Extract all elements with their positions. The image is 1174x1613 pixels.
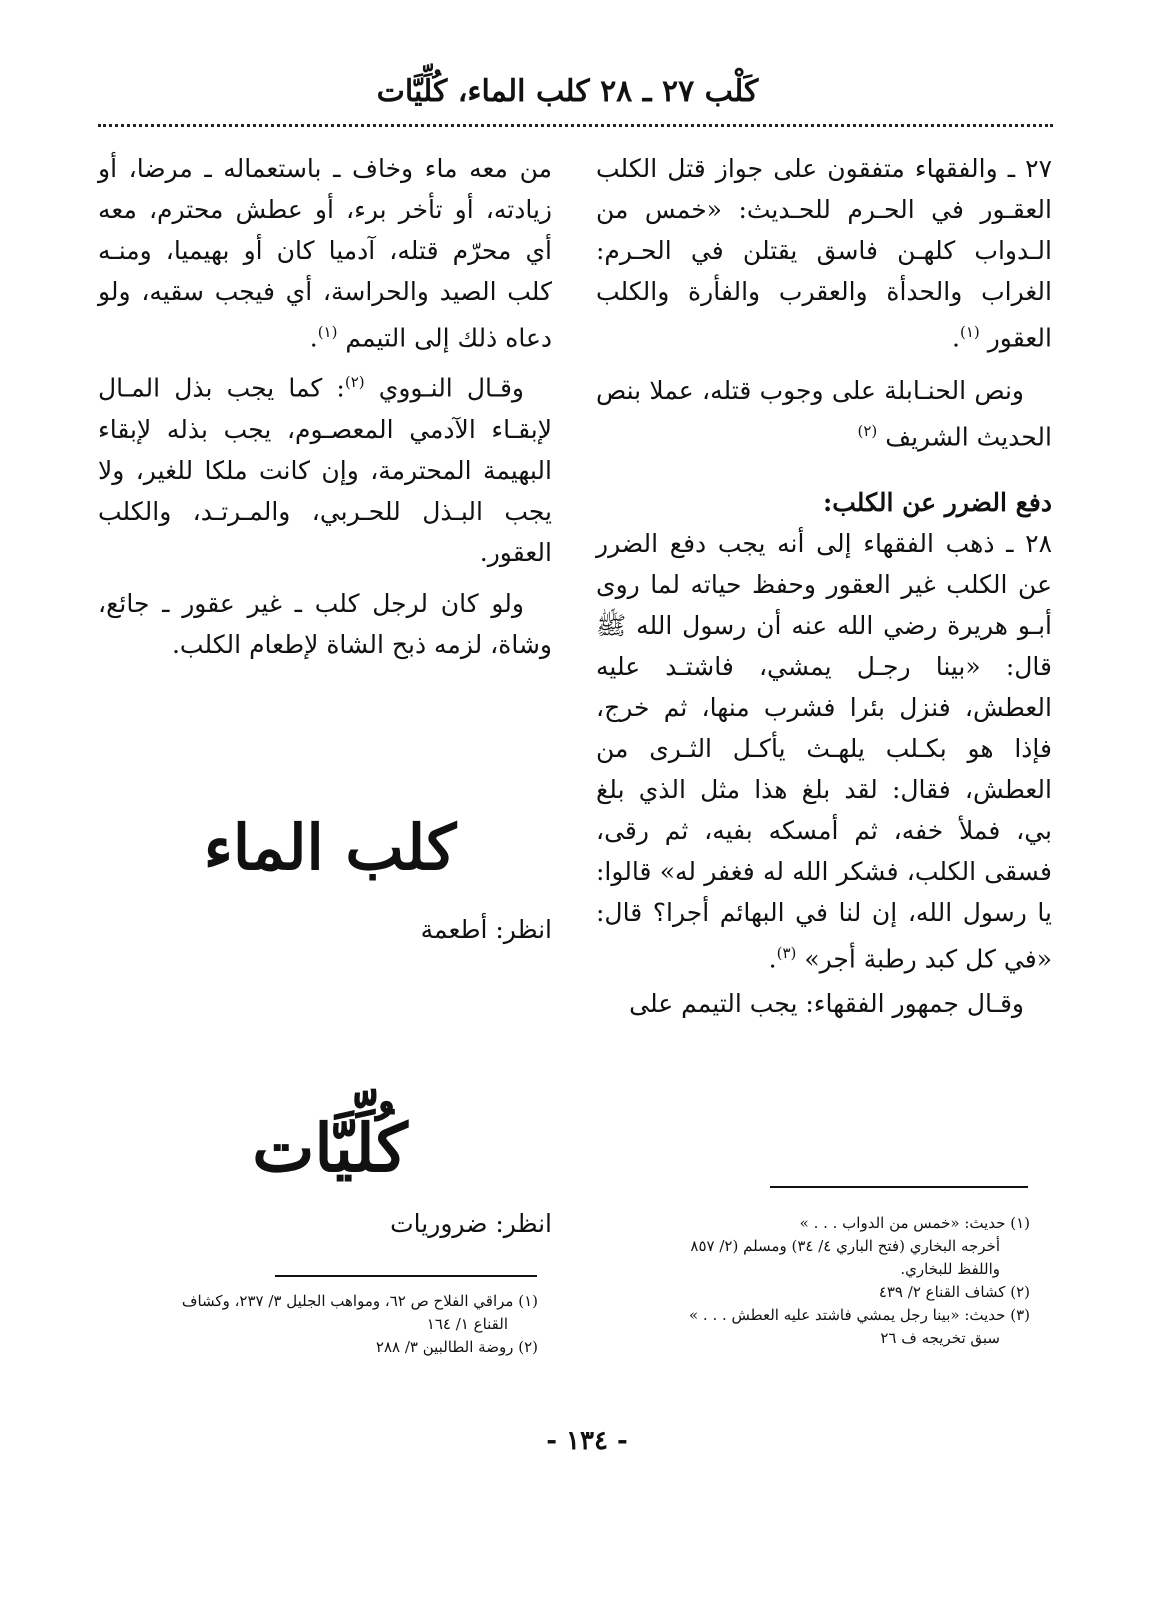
paragraph-text: ٢٨ ـ ذهب الفقهاء إلى أنه يجب دفع الضرر عن الكلب غير العقور وحفظ حياته لما روى أبـو هريرة رضي الله عنه أن رسول الله ﷺ قال: «بينا رجـل يمشي، فاشتـد عليه العطش، فنزل بئرا فشرب منها، ثم خرج، فإذا هو بكـلب يلهـث يأكـل الثـرى من العطش، فقال: لقد بلغ هذا مثل الذي بلغ بي، فملأ خفه، ثم أمسكه بفيه، ثم رقى، فسقى الكلب، فشكر الله له فغفر له» قالوا: يا رسول الله، إن لنا في البهائم أجرا؟ قال: «في كل كبد رطبة أجر»: [596, 528, 1052, 973]
footnote-text: حديث: «خمس من الدواب . . . »: [799, 1214, 1006, 1232]
footnote-text: روضة الطالبين ٣/ ٢٨٨: [375, 1338, 514, 1356]
running-header: كَلْب ٢٧ ـ ٢٨ كلب الماء، كُلِّيَّات: [376, 74, 759, 109]
paragraph-text: ٢٧ ـ والفقهاء متفقون على جواز قتل الكلب العقـور في الحـرم للحـديث: «خمس من الـدواب كلهـن فاسق يقتلن في الحـرم: الغراب والحدأة والعقرب والفأرة والكلب العقور: [596, 154, 1052, 353]
footnote-item: [98, 1336, 538, 1359]
footnote-item: [596, 1304, 1030, 1327]
paragraph-tayammum: [98, 148, 552, 358]
paragraph-28: [596, 523, 1052, 979]
footnote-number: (١): [518, 1292, 538, 1310]
paragraph-jumhur: وقـال جمهور الفقهاء: يجب التيمم على: [629, 988, 1024, 1018]
footnote-number: (١): [1010, 1214, 1030, 1232]
footnote-item: [596, 1281, 1030, 1304]
paragraph-text: : كما يجب بذل المـال لإبقـاء الآدمي المعصـوم، يجب بذله لإبقاء البهيمة المحترمة، وإن كانت ملكا للغير، ولا يجب البـذل للحـربي، والمـرتـد، والكلب العقور.: [98, 373, 552, 567]
paragraph-27: [596, 148, 1052, 358]
footnote-ref: (١): [960, 323, 980, 341]
period: .: [768, 943, 777, 973]
period: .: [309, 323, 318, 353]
left-column: [98, 148, 552, 665]
footnote-text: حديث: «بينا رجل يمشي فاشتد عليه العطش . . . »: [688, 1306, 1006, 1324]
right-footnotes: [596, 1212, 1030, 1350]
footnote-ref: (٢): [857, 422, 878, 441]
footnote-ref: (٣): [776, 943, 797, 962]
footnote-number: (٣): [1010, 1306, 1030, 1324]
section-heading: دفع الضرر عن الكلب:: [823, 487, 1052, 517]
entry-title-kalb-al-maa: كلب الماء: [203, 811, 457, 884]
footnote-ref: (٢): [344, 373, 365, 392]
footnote-rule: [275, 1275, 537, 1277]
paragraph-text: وقـال النـووي: [378, 373, 524, 403]
footnote-text: كشاف القناع ٢/ ٤٣٩: [878, 1283, 1006, 1301]
footnote-number: (٢): [518, 1338, 538, 1356]
left-footnotes: [98, 1290, 538, 1359]
footnote-ref: (١): [317, 323, 338, 341]
paragraph-hanabila: [596, 370, 1052, 457]
period: .: [952, 323, 960, 353]
paragraph-text: ونص الحنـابلة على وجوب قتله، عملا بنص الحديث الشريف: [596, 376, 1052, 452]
footnote-rule: [770, 1186, 1028, 1188]
paragraph-shah: ولو كان لرجل كلب ـ غير عقور ـ جائع، وشاة، لزمه ذبح الشاة لإطعام الكلب.: [98, 588, 552, 659]
paragraph-text: من معه ماء وخاف ـ باستعماله ـ مرضا، أو زيادته، أو تأخر برء، أو عطش محترم، معه أي محرّم قتله، آدميا كان أو بهيميا، ومنـه كلب الصيد والحراسة، أي فيجب سقيه، ولو دعاه ذلك إلى التيمم: [98, 154, 552, 353]
see-reference: انظر: ضروريات: [390, 1209, 552, 1238]
footnote-number: (٢): [1010, 1283, 1030, 1301]
entry-title-kulliyyat: كُلِّيَّات: [252, 1109, 408, 1187]
paragraph-nawawi: [98, 362, 552, 572]
see-reference: انظر: أطعمة: [420, 915, 552, 944]
footnote-continuation: القناع ١/ ١٦٤: [426, 1315, 508, 1333]
footnote-continuation: أخرجه البخاري (فتح الباري ٤/ ٣٤) ومسلم (٢/ ٨٥٧: [690, 1237, 1000, 1255]
footnote-item: [596, 1212, 1030, 1235]
footnote-item: [98, 1290, 538, 1313]
footnote-continuation: واللفظ للبخاري.: [900, 1260, 1000, 1278]
footnote-text: مراقي الفلاح ص ٦٢، ومواهب الجليل ٣/ ٢٣٧، وكشاف: [181, 1292, 514, 1310]
footnote-continuation: سبق تخريجه ف ٢٦: [880, 1329, 1000, 1347]
page-number: - ١٣٤ -: [546, 1426, 628, 1456]
right-column: [596, 148, 1052, 1024]
header-dotted-rule: [98, 124, 1053, 127]
